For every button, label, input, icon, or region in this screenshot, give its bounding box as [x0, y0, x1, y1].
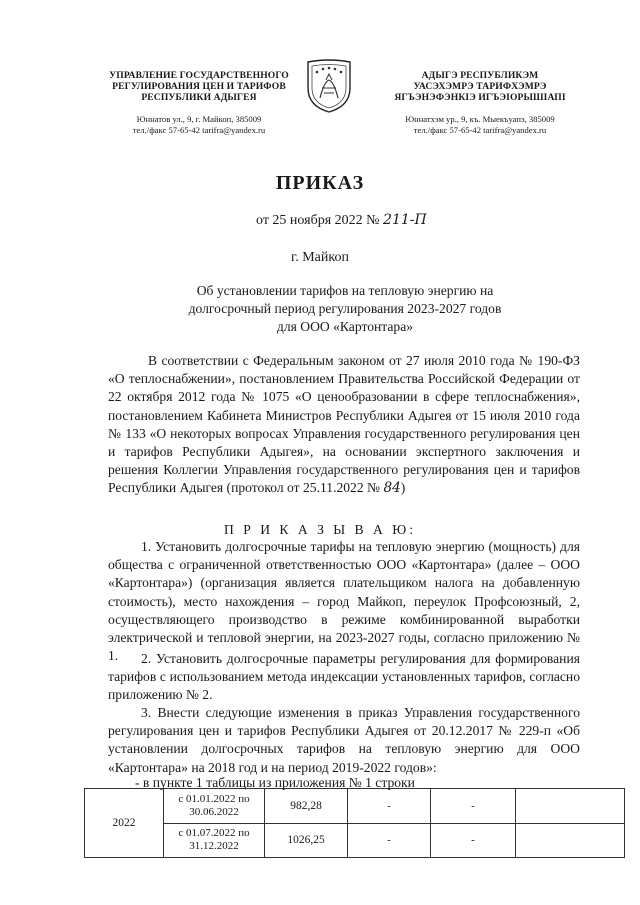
- order-date: от 25 ноября 2022 №: [256, 213, 380, 228]
- table-cell-period: с 01.01.2022 по 30.06.2022: [164, 789, 265, 824]
- table-cell-dash: -: [348, 789, 431, 824]
- left-org-address: Юннатов ул., 9, г. Майкоп, 385009 тел./факс 57-65-42 tarifra@yandex.ru: [132, 113, 266, 135]
- table-cell-dash: -: [431, 789, 516, 824]
- item-1-paragraph: 1. Установить долгосрочные тарифы на тепловую энергию (мощность) для общества с ограниченной ответственностью ООО «Картонтара» (далее – ООО «Картонтара») (организация является плательщиком налога на добавленную стоимость), место нахождения – город Майкоп, переулок Профсоюзный, 2, осуществляющего производство в режиме комбинированной выработки электрической и тепловой энергии, на 2023-2027 годы, согласно приложению № 1.: [108, 539, 580, 664]
- left-org-name: УПРАВЛЕНИЕ ГОСУДАРСТВЕННОГО РЕГУЛИРОВАНИЯ ЦЕН И ТАРИФОВ РЕСПУБЛИКИ АДЫГЕЯ: [109, 70, 289, 104]
- table-row: [85, 823, 625, 858]
- item-2-paragraph: 2. Установить долгосрочные параметры регулирования для формирования тарифов с использованием метода индексации установленных тарифов, согласно приложению № 2.: [108, 651, 580, 703]
- order-number: 211-П: [383, 212, 427, 228]
- order-date-line: [256, 212, 427, 229]
- protocol-number: 84: [383, 480, 401, 497]
- table-cell-dash: -: [348, 823, 431, 858]
- header-left: [88, 70, 310, 136]
- right-org-address: Юннатхэм ур., 9, къ. Мыекъуапэ, 385009 тел./факс 57-65-42 tarifra@yandex.ru: [405, 113, 555, 135]
- table-cell-year: 2022: [85, 789, 164, 858]
- preamble-paragraph: В соответствии с Федеральным законом от 27 июля 2010 года № 190-ФЗ «О теплоснабжении», постановлением Правительства Российской Федерации от 22 октября 2012 года № 1075 «О ценообразовании в сфере теплоснабжения», постановлением Кабинета Министров Республики Адыгея от 15 июля 2010 года № 133 «О некоторых вопросах Управления государственного регулирования цен и тарифов Республики Адыгея», на основании экспертного заключения и решения Коллегии Управления государственного регулирования цен и тарифов Республики Адыгея (протокол от 25.11.2022 № 84): [108, 353, 580, 497]
- right-org-name: АДЫГЭ РЕСПУБЛИКЭМ УАСЭХЭМРЭ ТАРИФХЭМРЭ ЯГЪЭНЭФЭНКІЭ ИГЪЭІОРЫШІАПІ: [394, 70, 566, 104]
- city: г. Майкоп: [291, 250, 349, 265]
- tariff-table: [84, 788, 625, 858]
- order-word: П Р И К А З Ы В А Ю:: [224, 522, 416, 537]
- table-cell-value: 1026,25: [265, 823, 348, 858]
- table-cell-dash: -: [431, 823, 516, 858]
- table-cell-value: 982,28: [265, 789, 348, 824]
- item-3-subpoint: - в пункте 1 таблицы из приложения № 1 строки: [135, 775, 415, 790]
- table-row: [85, 789, 625, 824]
- order-subject: Об установлении тарифов на тепловую энергию на долгосрочный период регулирования 2023-2027 годов для ООО «Картонтара»: [188, 283, 502, 334]
- table-cell-empty: [516, 789, 625, 824]
- table-cell-period: с 01.07.2022 по 31.12.2022: [164, 823, 265, 858]
- header-right: [380, 70, 580, 136]
- document-title: ПРИКАЗ: [275, 172, 365, 194]
- item-3-paragraph: 3. Внести следующие изменения в приказ Управления государственного регулирования цен и тарифов Республики Адыгея от 20.12.2017 № 229-п «Об установлении долгосрочных тарифов на тепловую энергию для ООО «Картонтара» на 2018 год и на период 2019-2022 годов»:: [108, 705, 580, 775]
- table-cell-empty: [516, 823, 625, 858]
- coat-of-arms-emblem-icon: [304, 58, 354, 114]
